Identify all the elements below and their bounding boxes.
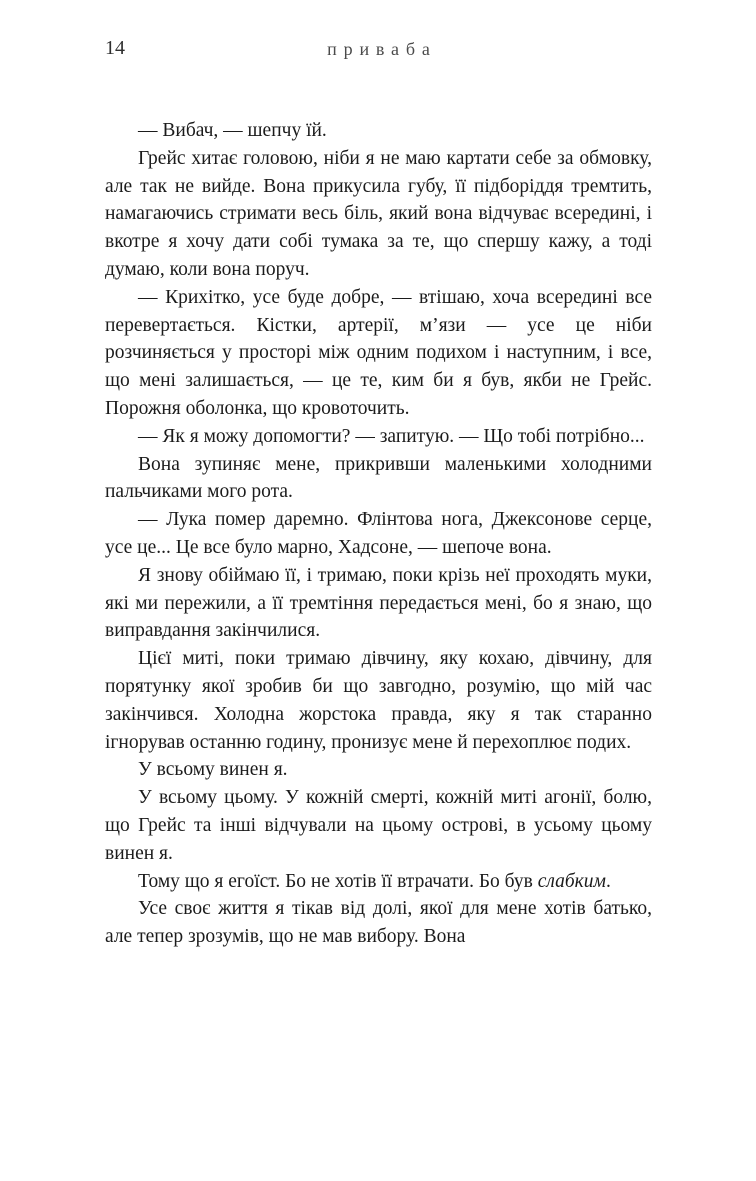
paragraph (105, 145, 652, 284)
body-text (105, 117, 652, 951)
text-run: — Крихітко, усе буде добре, — втішаю, хоча всередині все перевертається. Кістки, артерії, м’язи — усе це ніби розчиняється у просторі між одним подихом і наступним, і все, що мені залишається, — це те, ким би я був, якби не Грейс. Порожня оболонка, що кровоточить. (105, 286, 652, 419)
paragraph (105, 117, 652, 145)
paragraph (105, 784, 652, 867)
text-run: — Вибач, — шепчу їй. (138, 120, 327, 141)
text-run: . (605, 870, 611, 892)
text-run: — Як я можу допомогти? — запитую. — Що тобі потрібно... (138, 425, 645, 447)
page-number: 14 (105, 37, 125, 59)
text-run: Цієї миті, поки тримаю дівчину, яку кохаю, дівчину, для порятунку якої зробив би що завгодно, розумію, що мій час закінчився. Холодна жорстока правда, яку я так старанно ігнорував останню годину, пронизує мене й перехоплює подих. (105, 648, 652, 753)
page-header (105, 36, 652, 62)
paragraph (105, 284, 652, 423)
paragraph (105, 895, 652, 951)
running-title: приваба (327, 39, 437, 59)
text-run: Тому що я егоїст. Бо не хотів її втрачати. Бо був (138, 870, 538, 892)
text-run: слабким (537, 870, 606, 892)
paragraph (105, 506, 652, 562)
paragraph (105, 562, 652, 645)
text-run: — Лука помер даремно. Флінтова нога, Джексонове серце, усе це... Це все було марно, Хадсоне, — шепоче вона. (105, 509, 652, 558)
text-run: У всьому цьому. У кожній смерті, кожній миті агонії, болю, що Грейс та інші відчували на цьому острові, в усьому цьому винен я. (105, 787, 652, 864)
paragraph (105, 868, 652, 896)
paragraph (105, 756, 652, 784)
paragraph (105, 423, 652, 451)
text-run: Вона зупиняє мене, прикривши маленькими холодними пальчиками мого рота. (105, 453, 652, 503)
text-run: Я знову обіймаю її, і тримаю, поки крізь неї проходять муки, які ми пережили, а її тремтіння передається мені, бо я знаю, що виправдання закінчилися. (105, 564, 652, 642)
text-run: Усе своє життя я тікав від долі, якої для мене хотів батько, але тепер зрозумів, що не мав вибору. Вона (105, 898, 652, 948)
text-run: У всьому винен я. (138, 759, 288, 781)
paragraph (105, 451, 652, 507)
text-run: Грейс хитає головою, ніби я не маю картати себе за обмовку, але так не вийде. Вона прикусила губу, її підборіддя тремтить, намагаючись стримати весь біль, який вона відчуває всередині, і вкотре я хочу дати собі тумака за те, що спершу кажу, а тоді думаю, коли вона поруч. (105, 147, 652, 280)
paragraph (105, 645, 652, 756)
